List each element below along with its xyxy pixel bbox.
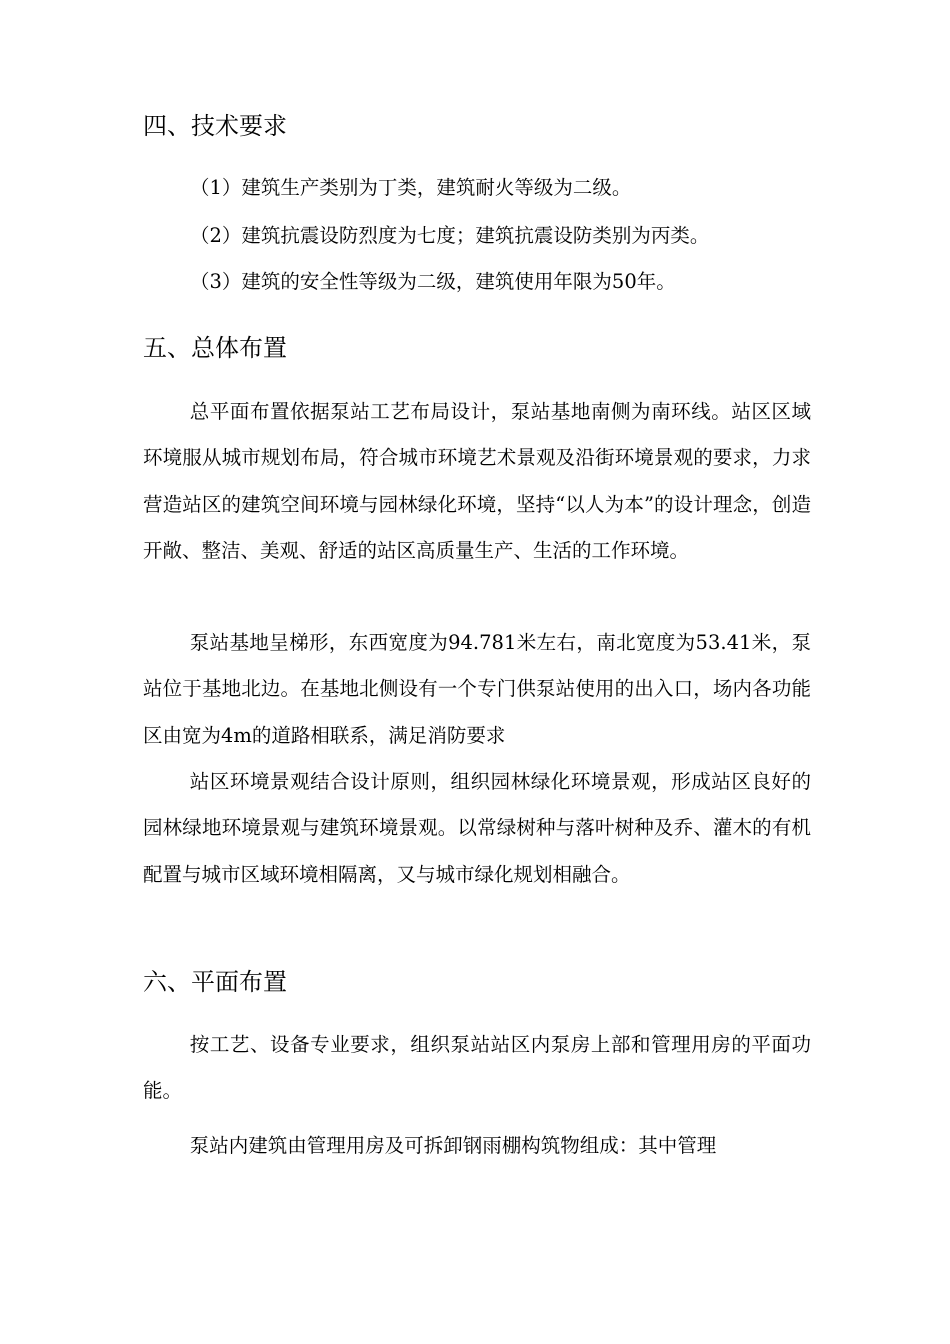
section-heading-plan: 六、平面布置 (143, 968, 287, 996)
requirement-item-3: （3）建筑的安全性等级为二级，建筑使用年限为50年。 (190, 270, 676, 293)
section-heading-layout: 五、总体布置 (143, 334, 287, 362)
section-heading-tech: 四、技术要求 (143, 112, 287, 140)
plan-paragraph-1: 按工艺、设备专业要求，组织泵站站区内泵房上部和管理用房的平面功能。 (143, 1033, 811, 1103)
layout-paragraph-2: 泵站基地呈梯形，东西宽度为94.781米左右，南北宽度为53.41米，泵站位于基地北边。在基地北侧设有一个专门供泵站使用的出入口，场内各功能区由宽为4m的道路相联系，满足消防要求 (143, 631, 811, 747)
layout-paragraph-1: 总平面布置依据泵站工艺布局设计，泵站基地南侧为南环线。站区区域环境服从城市规划布局，符合城市环境艺术景观及沿街环境景观的要求，力求营造站区的建筑空间环境与园林绿化环境，坚持“以人为本”的设计理念，创造开敞、整洁、美观、舒适的站区高质量生产、生活的工作环境。 (143, 400, 811, 562)
layout-paragraph-3: 站区环境景观结合设计原则，组织园林绿化环境景观，形成站区良好的园林绿地环境景观与建筑环境景观。以常绿树种与落叶树种及乔、灌木的有机配置与城市区域环境相隔离，又与城市绿化规划相融合。 (143, 770, 811, 886)
requirement-item-1: （1）建筑生产类别为丁类，建筑耐火等级为二级。 (190, 176, 632, 199)
requirement-item-2: （2）建筑抗震设防烈度为七度；建筑抗震设防类别为丙类。 (190, 224, 710, 247)
plan-paragraph-2: 泵站内建筑由管理用房及可拆卸钢雨棚构筑物组成：其中管理 (189, 1134, 717, 1157)
